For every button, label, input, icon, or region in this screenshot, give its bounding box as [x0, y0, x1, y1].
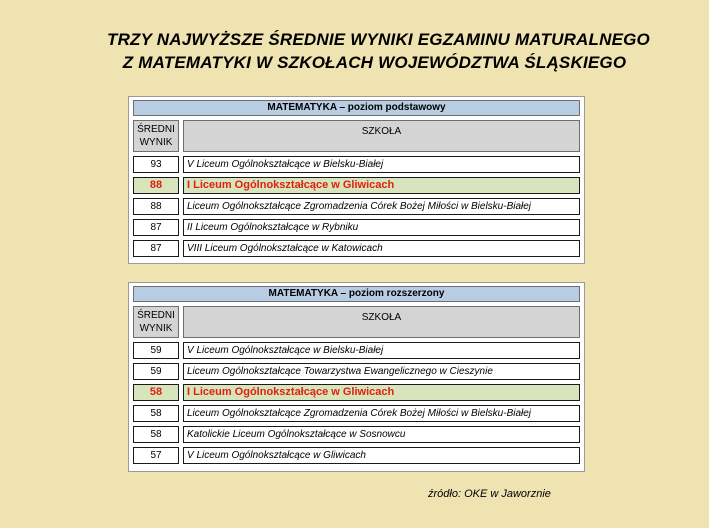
school-cell: Liceum Ogólnokształcące Towarzystwa Ewangelicznego w Cieszynie — [183, 363, 580, 380]
score-cell: 58 — [133, 405, 179, 422]
score-cell: 58 — [133, 384, 179, 401]
table-row — [133, 405, 580, 422]
score-cell: 58 — [133, 426, 179, 443]
score-cell: 87 — [133, 219, 179, 236]
table-row — [133, 219, 580, 236]
score-cell: 57 — [133, 447, 179, 464]
table-row — [133, 240, 580, 257]
table-header: MATEMATYKA – poziom rozszerzony — [133, 286, 580, 302]
school-cell: Liceum Ogólnokształcące Zgromadzenia Córek Bożej Miłości w Bielsku-Białej — [183, 198, 580, 215]
table-row — [133, 177, 580, 194]
table-row — [133, 447, 580, 464]
column-header-school: SZKOŁA — [183, 306, 580, 338]
score-cell: 93 — [133, 156, 179, 173]
score-cell: 59 — [133, 363, 179, 380]
column-header-score — [133, 120, 179, 152]
school-cell: V Liceum Ogólnokształcące w Gliwicach — [183, 447, 580, 464]
table-basic-level — [128, 96, 585, 264]
score-cell: 88 — [133, 177, 179, 194]
table-row — [133, 198, 580, 215]
table-row — [133, 426, 580, 443]
column-header-score-line1: ŚREDNI — [137, 124, 175, 135]
school-cell: V Liceum Ogólnokształcące w Bielsku-Białej — [183, 342, 580, 359]
school-cell: I Liceum Ogólnokształcące w Gliwicach — [183, 384, 580, 401]
table-row — [133, 342, 580, 359]
table-extended-level — [128, 282, 585, 472]
score-cell: 87 — [133, 240, 179, 257]
school-cell: I Liceum Ogólnokształcące w Gliwicach — [183, 177, 580, 194]
score-cell: 59 — [133, 342, 179, 359]
column-header-score-line2: WYNIK — [139, 137, 173, 148]
table-row — [133, 384, 580, 401]
column-header-score — [133, 306, 179, 338]
page-title — [0, 28, 709, 74]
column-header-school: SZKOŁA — [183, 120, 580, 152]
source-note: źródło: OKE w Jaworznie — [428, 488, 551, 500]
title-line-2: Z MATEMATYKI W SZKOŁACH WOJEWÓDZTWA ŚLĄSKIEGO — [122, 53, 627, 72]
school-cell: Liceum Ogólnokształcące Zgromadzenia Córek Bożej Miłości w Bielsku-Białej — [183, 405, 580, 422]
school-cell: V Liceum Ogólnokształcące w Bielsku-Białej — [183, 156, 580, 173]
column-header-score-line2: WYNIK — [139, 323, 173, 334]
school-cell: VIII Liceum Ogólnokształcące w Katowicach — [183, 240, 580, 257]
school-cell: Katolickie Liceum Ogólnokształcące w Sosnowcu — [183, 426, 580, 443]
table-header: MATEMATYKA – poziom podstawowy — [133, 100, 580, 116]
score-cell: 88 — [133, 198, 179, 215]
table-row — [133, 156, 580, 173]
school-cell: II Liceum Ogólnokształcące w Rybniku — [183, 219, 580, 236]
column-header-score-line1: ŚREDNI — [137, 310, 175, 321]
title-line-1: TRZY NAJWYŻSZE ŚREDNIE WYNIKI EGZAMINU MATURALNEGO — [107, 30, 650, 49]
table-row — [133, 363, 580, 380]
